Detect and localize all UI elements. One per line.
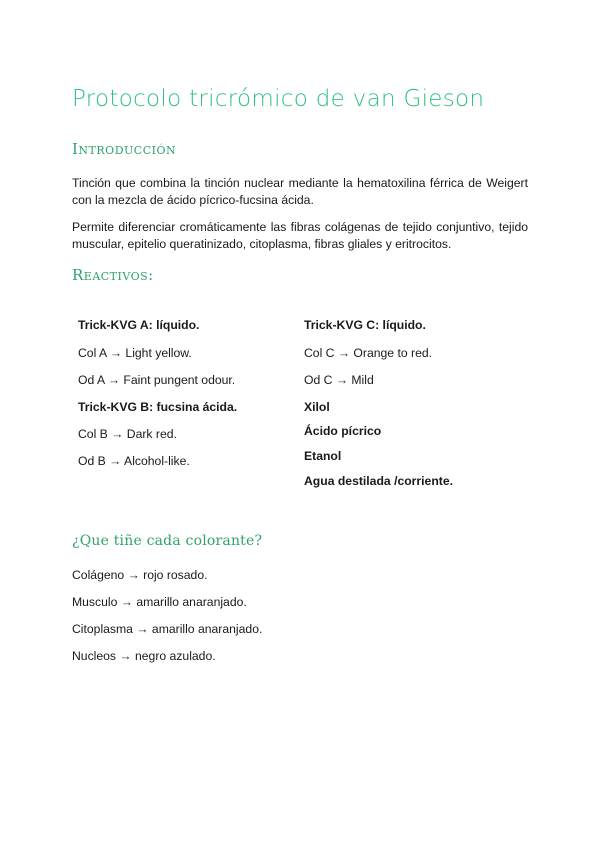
reactivo-item: Ácido pícrico — [304, 424, 382, 438]
reactivo-item: Od C → Mild — [304, 373, 374, 387]
page-title: Protocolo tricrómico de van Gieson — [72, 86, 485, 112]
reactivo-item: Col B → Dark red. — [78, 427, 177, 441]
reactivo-item: Trick-KVG B: fucsina ácida. — [78, 400, 238, 414]
list-item: Citoplasma → amarillo anaranjado. — [72, 622, 263, 636]
list-item: Colágeno → rojo rosado. — [72, 568, 208, 582]
list-item: Musculo → amarillo anaranjado. — [72, 595, 247, 609]
reactivo-item: Col A → Light yellow. — [78, 346, 192, 360]
reactivo-item: Xilol — [304, 400, 330, 414]
intro-paragraph-1: Tinción que combina la tinción nuclear mediante la hematoxilina férrica de Weigert con la mezcla de ácido pícrico-fucsina ácida. — [72, 176, 528, 207]
list-item: Nucleos → negro azulado. — [72, 649, 216, 663]
section-heading-introduccion: Introducción — [72, 140, 177, 158]
intro-paragraph-2: Permite diferenciar cromáticamente las fibras colágenas de tejido conjuntivo, tejido muscular, epitelio queratinizado, citoplasma, fibras gliales y eritrocitos. — [72, 220, 528, 251]
section-heading-tincion: ¿Que tiñe cada colorante? — [72, 533, 263, 549]
reactivo-item: Col C → Orange to red. — [304, 346, 433, 360]
reactivo-item: Agua destilada /corriente. — [304, 474, 453, 488]
reactivo-item: Trick-KVG C: líquido. — [304, 318, 426, 332]
reactivo-item: Od B → Alcohol-like. — [78, 454, 190, 468]
reactivo-item: Trick-KVG A: líquido. — [78, 318, 200, 332]
section-heading-reactivos: Reactivos: — [72, 266, 154, 284]
reactivo-item: Etanol — [304, 449, 342, 463]
reactivo-item: Od A → Faint pungent odour. — [78, 373, 236, 387]
